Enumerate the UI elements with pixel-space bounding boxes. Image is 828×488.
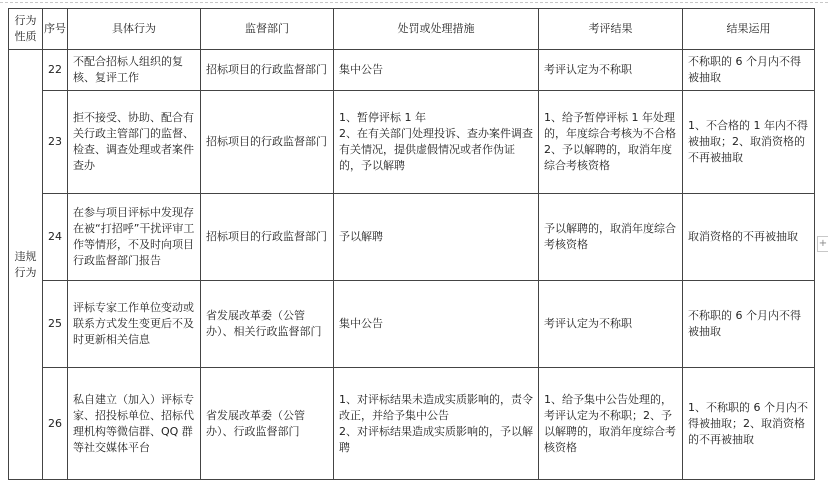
use-cell: 取消资格的不再被抽取 (683, 194, 815, 281)
measures-cell: 予以解聘 (334, 194, 539, 281)
header-use: 结果运用 (683, 9, 815, 50)
result-cell: 予以解聘的，取消年度综合考核资格 (539, 194, 683, 281)
header-result: 考评结果 (539, 9, 683, 50)
header-row (9, 9, 815, 50)
row-number: 23 (43, 91, 68, 194)
behavior-cell: 评标专家工作单位变动或联系方式发生变更后不及时更新相关信息 (68, 281, 201, 368)
header-measures: 处罚或处理措施 (334, 9, 539, 50)
behavior-cell: 不配合招标人组织的复核、复评工作 (68, 50, 201, 91)
department-cell: 招标项目的行政监督部门 (201, 91, 334, 194)
table-row (9, 368, 815, 480)
department-cell: 省发展改革委（公管办）、相关行政监督部门 (201, 281, 334, 368)
measures-cell: 集中公告 (334, 281, 539, 368)
nature-cell: 违规行为 (9, 50, 43, 480)
use-cell: 不称职的 6 个月内不得被抽取 (683, 50, 815, 91)
table-row (9, 281, 815, 368)
table-edge-handle-icon[interactable]: + (817, 236, 828, 252)
table-row (9, 194, 815, 281)
row-number: 24 (43, 194, 68, 281)
use-cell: 1、不合格的 1 年内不得被抽取；2、取消资格的不再被抽取 (683, 91, 815, 194)
header-behavior: 具体行为 (68, 9, 201, 50)
measures-cell: 集中公告 (334, 50, 539, 91)
measures-cell: 1、暂停评标 1 年 2、在有关部门处理投诉、查办案件调查有关情况，提供虚假情况或者作伪证的，予以解聘 (334, 91, 539, 194)
behavior-cell: 在参与项目评标中发现存在被“打招呼”干扰评审工作等情形，不及时向项目行政监督部门报告 (68, 194, 201, 281)
header-nature: 行为性质 (9, 9, 43, 50)
row-number: 26 (43, 368, 68, 480)
department-cell: 省发展改革委（公管办）、行政监督部门 (201, 368, 334, 480)
result-cell: 考评认定为不称职 (539, 50, 683, 91)
row-number: 25 (43, 281, 68, 368)
result-cell: 1、给予集中公告处理的，考评认定为不称职；2、予以解聘的，取消年度综合考核资格 (539, 368, 683, 480)
row-number: 22 (43, 50, 68, 91)
page-top-rule (0, 2, 828, 3)
table-row (9, 50, 815, 91)
result-cell: 考评认定为不称职 (539, 281, 683, 368)
use-cell: 1、不称职的 6 个月内不得被抽取；2、取消资格的不再被抽取 (683, 368, 815, 480)
result-cell: 1、给予暂停评标 1 年处理的，年度综合考核为不合格 2、予以解聘的，取消年度综合考核资格 (539, 91, 683, 194)
use-cell: 不称职的 6 个月内不得被抽取 (683, 281, 815, 368)
measures-cell: 1、对评标结果未造成实质影响的，责令改正，并给予集中公告 2、对评标结果造成实质影响的，予以解聘 (334, 368, 539, 480)
header-no: 序号 (43, 9, 68, 50)
behavior-cell: 拒不接受、协助、配合有关行政主管部门的监督、检查、调查处理或者案件查办 (68, 91, 201, 194)
behavior-cell: 私自建立（加入）评标专家、招投标单位、招标代理机构等微信群、QQ 群等社交媒体平台 (68, 368, 201, 480)
department-cell: 招标项目的行政监督部门 (201, 50, 334, 91)
department-cell: 招标项目的行政监督部门 (201, 194, 334, 281)
header-department: 监督部门 (201, 9, 334, 50)
violation-table (8, 8, 815, 480)
table-row (9, 91, 815, 194)
